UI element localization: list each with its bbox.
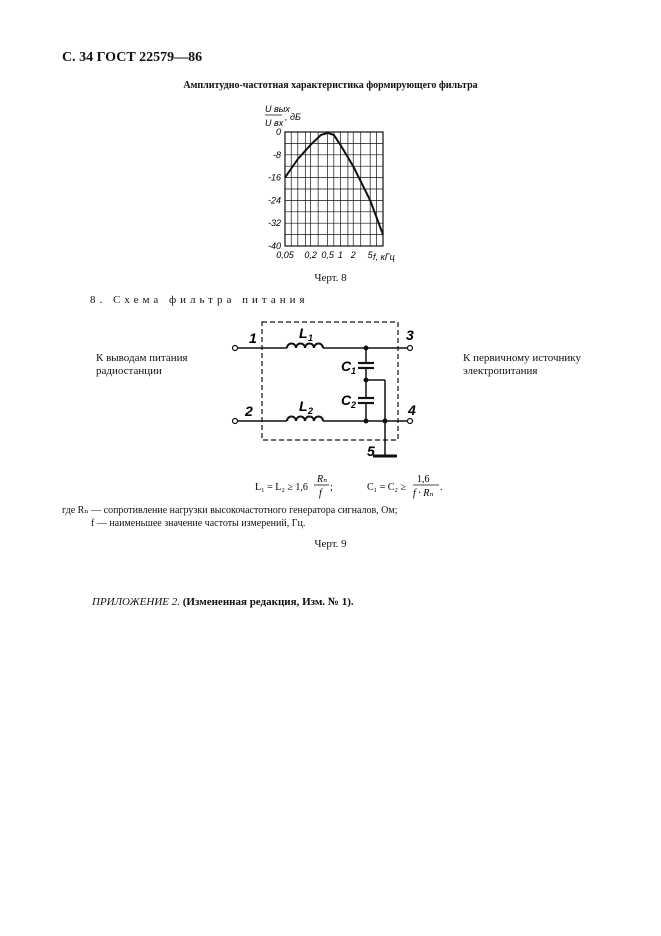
- y-tick-labels: [268, 127, 281, 251]
- frequency-response-chart: [255, 100, 400, 268]
- formula-l-den: f: [319, 488, 322, 499]
- terminal-4: [408, 419, 413, 424]
- formula-l-tail: ;: [330, 482, 333, 493]
- formula-l-lhs: L₁ = L₂ ≥ 1,6: [255, 482, 308, 493]
- label-terminal-5: 5: [367, 443, 375, 459]
- y-tick-label: 0: [275, 127, 281, 137]
- terminal-3: [408, 346, 413, 351]
- terminal-1: [233, 346, 238, 351]
- label-l1-sub: 1: [308, 333, 314, 343]
- x-tick-label: 0,05: [276, 250, 294, 260]
- y-tick-label: -16: [267, 172, 281, 183]
- appendix-revision: (Измененная редакция, Изм. № 1).: [182, 596, 354, 608]
- label-terminal-3: 3: [406, 327, 414, 343]
- formula-c-num: 1,6: [417, 474, 430, 485]
- appendix-title: ПРИЛОЖЕНИЕ 2.: [92, 596, 180, 608]
- left-terminal-note: [96, 352, 206, 378]
- left-note-line1: К выводам питания: [96, 352, 188, 364]
- x-tick-label: 1: [337, 250, 343, 260]
- y-tick-label: -24: [267, 195, 281, 206]
- label-c2-sub: 2: [351, 400, 357, 410]
- label-c1: C: [341, 358, 352, 374]
- formulas: [255, 470, 455, 500]
- x-tick-label: 0,5: [321, 250, 334, 260]
- label-terminal-2: 2: [245, 403, 253, 419]
- definition-f: f — наименьшее значение частоты измерений, Гц.: [91, 518, 306, 529]
- definition-rn: где Rₙ — сопротивление нагрузки высокочастотного генератора сигналов, Ом;: [62, 505, 398, 516]
- y-tick-label: -32: [267, 218, 281, 229]
- y-tick-label: -40: [267, 241, 281, 251]
- formula-c-den: f · Rₙ: [413, 488, 434, 499]
- right-note-line1: К первичному источнику: [463, 352, 581, 364]
- label-terminal-1: 1: [249, 330, 257, 346]
- y-label-bottom: U вх: [265, 118, 284, 128]
- formula-l-num: Rₙ: [317, 474, 328, 485]
- node-bottom: [364, 419, 369, 424]
- x-tick-labels: [276, 250, 373, 260]
- left-note-line2: радиостанции: [96, 365, 162, 377]
- x-tick-label: 5: [367, 250, 373, 260]
- y-label-top: U вых: [265, 104, 290, 114]
- filter-enclosure: [262, 322, 398, 440]
- x-tick-label: 0,2: [304, 250, 317, 260]
- formula-inductance: [255, 474, 333, 499]
- x-tick-label: 2: [350, 250, 356, 260]
- y-tick-label: -8: [272, 149, 281, 160]
- node-ground: [383, 419, 388, 424]
- chart-grid: [285, 132, 383, 246]
- label-l2: L: [299, 398, 308, 414]
- chart-title: Амплитудно-частотная характеристика формирующего фильтра: [183, 80, 478, 91]
- page-header: С. 34 ГОСТ 22579—86: [62, 50, 203, 65]
- label-c1-sub: 1: [351, 366, 357, 376]
- right-terminal-note: [463, 352, 613, 378]
- figure-8-caption: Черт. 8: [314, 272, 347, 284]
- y-label-unit: , дБ: [285, 112, 301, 122]
- appendix-note: [92, 596, 354, 608]
- inductor-l2: [287, 417, 323, 422]
- terminal-2: [233, 419, 238, 424]
- formula-capacitance: [367, 474, 443, 499]
- label-l2-sub: 2: [308, 406, 314, 416]
- x-axis-label: f, кГц: [373, 252, 395, 262]
- section-8-heading: 8. Схема фильтра питания: [90, 294, 309, 306]
- inductor-l1: [287, 344, 323, 349]
- label-terminal-4: 4: [408, 402, 416, 418]
- power-filter-schematic: [225, 316, 435, 464]
- formula-c-lhs: C₁ = C₂ ≥: [367, 482, 406, 493]
- right-note-line2: электропитания: [463, 365, 538, 377]
- figure-9-caption: Черт. 9: [314, 538, 347, 550]
- label-l1: L: [299, 325, 308, 341]
- label-c2: C: [341, 392, 352, 408]
- formula-c-tail: .: [440, 482, 443, 493]
